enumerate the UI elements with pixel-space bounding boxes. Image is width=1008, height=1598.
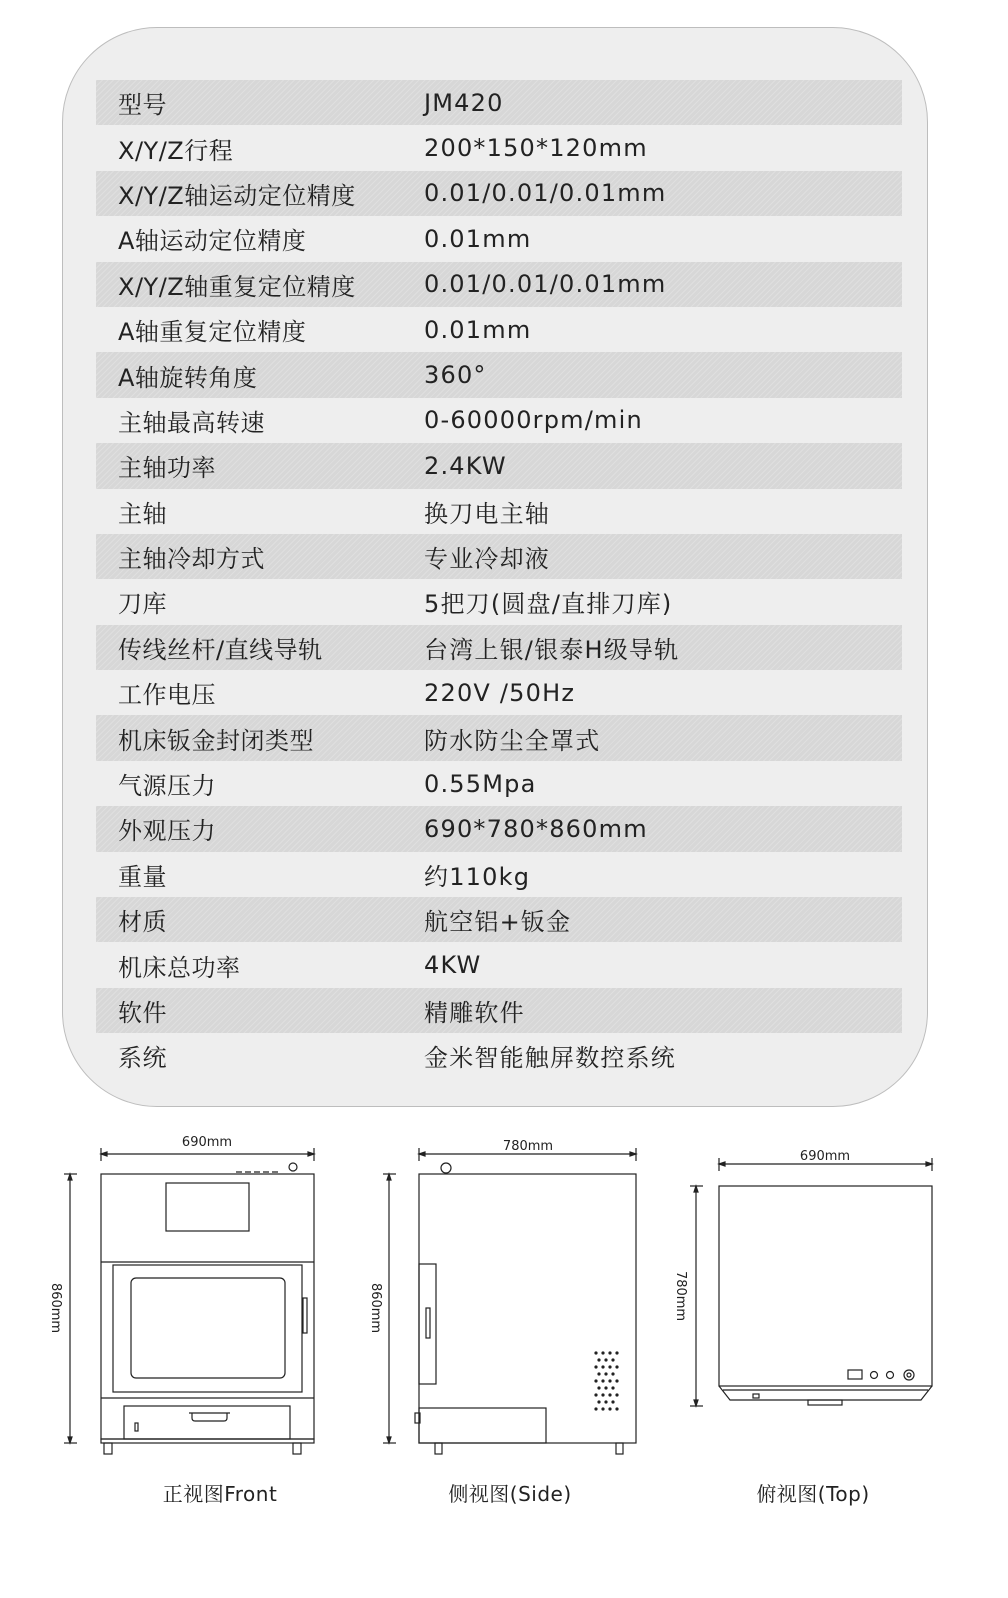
spec-value: 2.4KW [424,451,507,480]
spec-value: 0.55Mpa [424,769,537,798]
spec-value: 换刀电主轴 [424,499,550,528]
spec-value: 金米智能触屏数控系统 [424,1044,676,1073]
spec-label: 主轴功率 [118,454,216,483]
spec-label: 主轴 [118,499,167,528]
spec-value: 航空铝+钣金 [424,908,572,937]
top-view-drawing [668,1128,968,1428]
spec-label: 气源压力 [118,772,216,801]
spec-label: 系统 [118,1044,167,1073]
spec-row [96,216,902,261]
front-height-label: 860mm [48,1282,63,1334]
spec-value: 220V /50Hz [424,678,576,707]
top-view-caption: 俯视图(Top) [756,1482,870,1506]
spec-value: 4KW [424,951,482,980]
spec-row [96,579,902,624]
spec-label: 主轴最高转速 [118,408,265,437]
spec-row [96,443,902,488]
spec-label: 机床钣金封闭类型 [118,726,314,755]
spec-value: 690*780*860mm [424,814,648,843]
spec-value: 专业冷却液 [424,545,550,574]
spec-label: A轴重复定位精度 [118,318,307,347]
top-height-label: 780mm [673,1270,688,1322]
spec-value: 5把刀(圆盘/直排刀库) [424,590,673,619]
spec-label: 材质 [118,908,167,937]
spec-label: 机床总功率 [118,953,241,982]
spec-row [96,988,902,1033]
side-height-label: 860mm [368,1282,383,1334]
spec-value: 0.01/0.01/0.01mm [424,270,667,299]
spec-label: X/Y/Z行程 [118,136,234,165]
spec-row [96,715,902,760]
spec-label: 传线丝杆/直线导轨 [118,635,323,664]
spec-row [96,806,902,851]
spec-value: 0.01mm [424,315,532,344]
spec-label: 刀库 [118,590,167,619]
spec-label: 型号 [118,91,167,120]
spec-row [96,262,902,307]
vent-grille [594,1351,618,1410]
spec-row [96,489,902,534]
spec-label: X/Y/Z轴重复定位精度 [118,272,356,301]
spec-row [96,125,902,170]
spec-value: 360° [424,361,487,390]
spec-value: 台湾上银/银泰H级导轨 [424,635,680,664]
spec-row [96,534,902,579]
spec-value: JM420 [424,88,504,117]
spec-row [96,171,902,216]
spec-value: 精雕软件 [424,999,525,1027]
spec-row [96,670,902,715]
spec-row [96,398,902,443]
top-width-label: 690mm [799,1149,851,1164]
spec-value: 200*150*120mm [424,134,648,163]
spec-label: 工作电压 [118,681,216,710]
spec-label: 重量 [118,862,167,891]
side-view-caption: 侧视图(Side) [448,1482,572,1506]
spec-row [96,80,902,125]
spec-value: 防水防尘全罩式 [424,726,601,755]
spec-row [96,942,902,987]
spec-label: A轴旋转角度 [118,363,258,392]
front-view-drawing [40,1128,340,1468]
spec-value: 0.01/0.01/0.01mm [424,179,667,208]
front-width-label: 690mm [181,1135,233,1150]
spec-row [96,761,902,806]
spec-row [96,307,902,352]
spec-value: 0-60000rpm/min [424,406,643,435]
spec-label: X/Y/Z轴运动定位精度 [118,181,356,210]
front-view-caption: 正视图Front [162,1482,278,1506]
spec-label: 软件 [118,999,167,1027]
spec-table [96,80,902,1079]
side-width-label: 780mm [502,1139,554,1154]
spec-row [96,897,902,942]
spec-value: 0.01mm [424,224,532,253]
spec-row [96,352,902,397]
spec-row [96,852,902,897]
spec-row [96,1033,902,1078]
spec-row [96,625,902,670]
spec-label: 外观压力 [118,817,216,846]
spec-label: 主轴冷却方式 [118,545,265,574]
spec-label: A轴运动定位精度 [118,227,307,256]
spec-value: 约110kg [424,862,531,891]
side-view-drawing [362,1128,662,1468]
